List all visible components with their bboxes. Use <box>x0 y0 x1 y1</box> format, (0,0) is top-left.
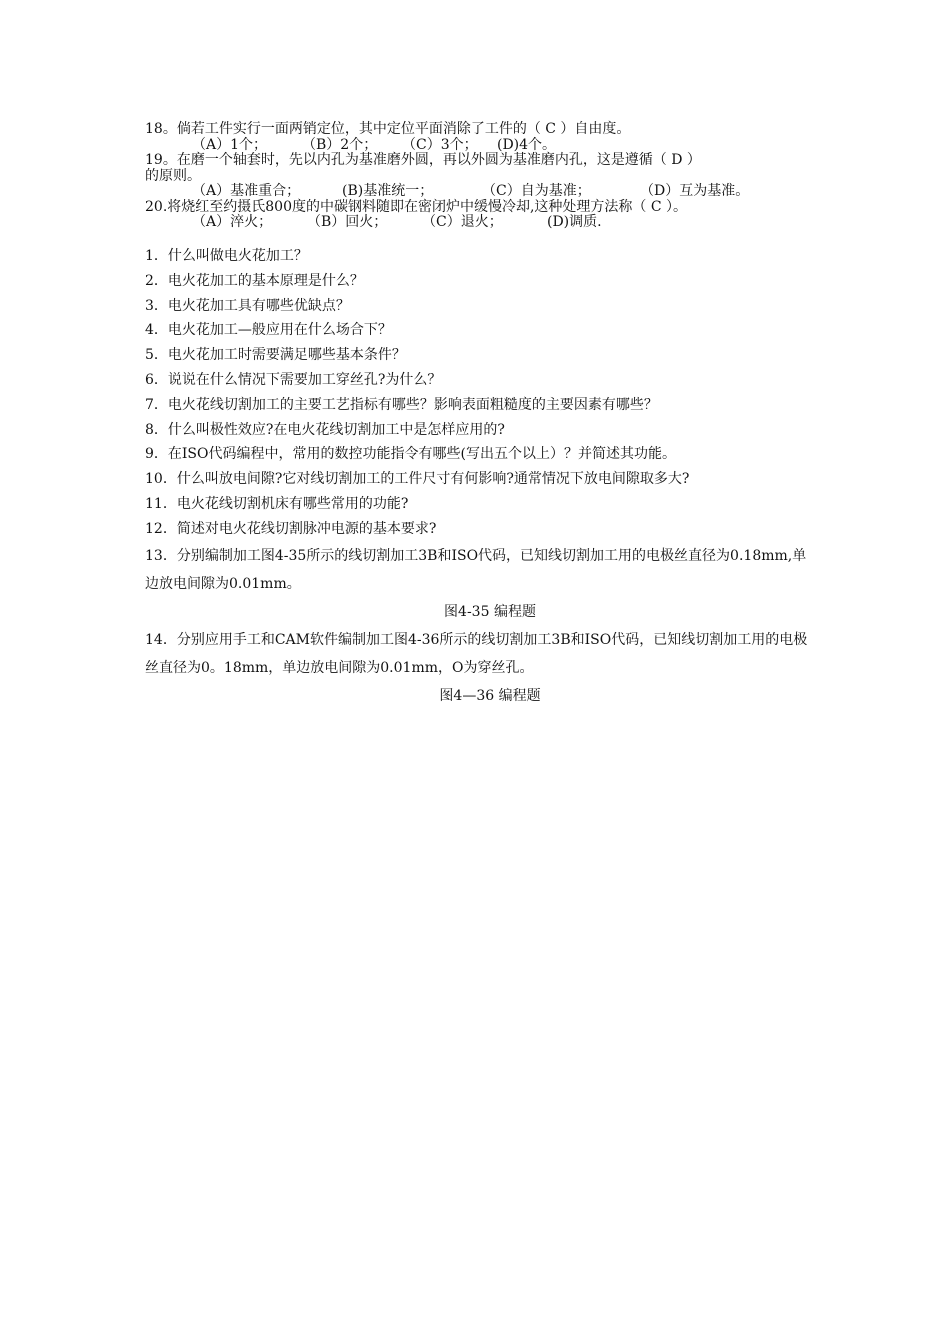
question-5: 5．电火花加工时需要满足哪些基本条件？ <box>145 347 406 364</box>
question-6: 6．说说在什么情况下需要加工穿丝孔?为什么？ <box>145 371 442 388</box>
question-9: 9．在ISO代码编程中，常用的数控功能指令有哪些(写出五个以上）？并简述其功能。 <box>145 446 676 463</box>
mc-question-20: 20.将烧红至约摄氏800度的中碳钢料随即在密闭炉中缓慢冷却,这种处理方法称（ C ）。 <box>145 198 688 215</box>
question-1: 1．什么叫做电火花加工？ <box>145 248 308 264</box>
mc-question-18: 18。倘若工件实行一面两销定位，其中定位平面消除了工件的（ C ）自由度。 <box>145 121 631 137</box>
mc-options-18 <box>145 138 825 154</box>
figure-caption-4-36: 图4—36 编程题 <box>439 687 541 704</box>
option-d: （D）互为基准。 <box>640 183 750 199</box>
question-12: 12．简述对电火花线切割脉冲电源的基本要求? <box>145 520 437 537</box>
mc-question-19-cont: 的原则。 <box>145 167 201 184</box>
question-13: 13．分别编制加工图4-35所示的线切割加工3B和ISO代码，已知线切割加工用的电极丝直径为0.18mm,单边放电间隙为0.01mm。 <box>145 547 807 592</box>
question-10: 10．什么叫放电间隙?它对线切割加工的工件尺寸有何影响?通常情况下放电间隙取多大? <box>145 471 690 488</box>
option-c: （C）自为基准； <box>482 183 591 199</box>
question-7: 7．电火花线切割加工的主要工艺指标有哪些？影响表面粗糙度的主要因素有哪些？ <box>145 396 658 413</box>
option-b: （B）回火； <box>307 214 388 230</box>
short-answer-section <box>145 244 815 710</box>
mc-options-20 <box>145 215 825 231</box>
option-c: （C）退火； <box>422 214 503 230</box>
figure-caption-4-35: 图4-35 编程题 <box>444 603 536 620</box>
option-a: （A）1个； <box>192 136 268 153</box>
question-8: 8．什么叫极性效应?在电火花线切割加工中是怎样应用的? <box>145 421 505 438</box>
question-4: 4．电火花加工—般应用在什么场合下？ <box>145 322 392 339</box>
option-d: (D)调质. <box>547 214 602 230</box>
option-b: （B）2个； <box>302 136 378 153</box>
mc-options-19 <box>145 184 825 200</box>
question-14: 14．分别应用手工和CAM软件编制加工图4-36所示的线切割加工3B和ISO代码，已知线切割加工用的电极丝直径为0。18mm，单边放电间隙为0.01mm，O为穿丝孔。 <box>145 631 808 676</box>
mc-question-19: 19。在磨一个轴套时，先以内孔为基准磨外圆，再以外圆为基准磨内孔，这是遵循（ D ） <box>145 152 701 168</box>
question-11: 11．电火花线切割机床有哪些常用的功能? <box>145 495 409 512</box>
multiple-choice-section <box>145 122 825 231</box>
option-a: （A）淬火； <box>192 214 273 230</box>
option-b: (B)基准统一； <box>342 183 434 199</box>
option-a: （A）基准重合； <box>192 183 301 199</box>
question-3: 3．电火花加工具有哪些优缺点？ <box>145 297 350 314</box>
option-d: (D)4个。 <box>497 136 557 153</box>
option-c: （C）3个； <box>402 136 478 153</box>
question-2: 2．电火花加工的基本原理是什么？ <box>145 272 364 289</box>
